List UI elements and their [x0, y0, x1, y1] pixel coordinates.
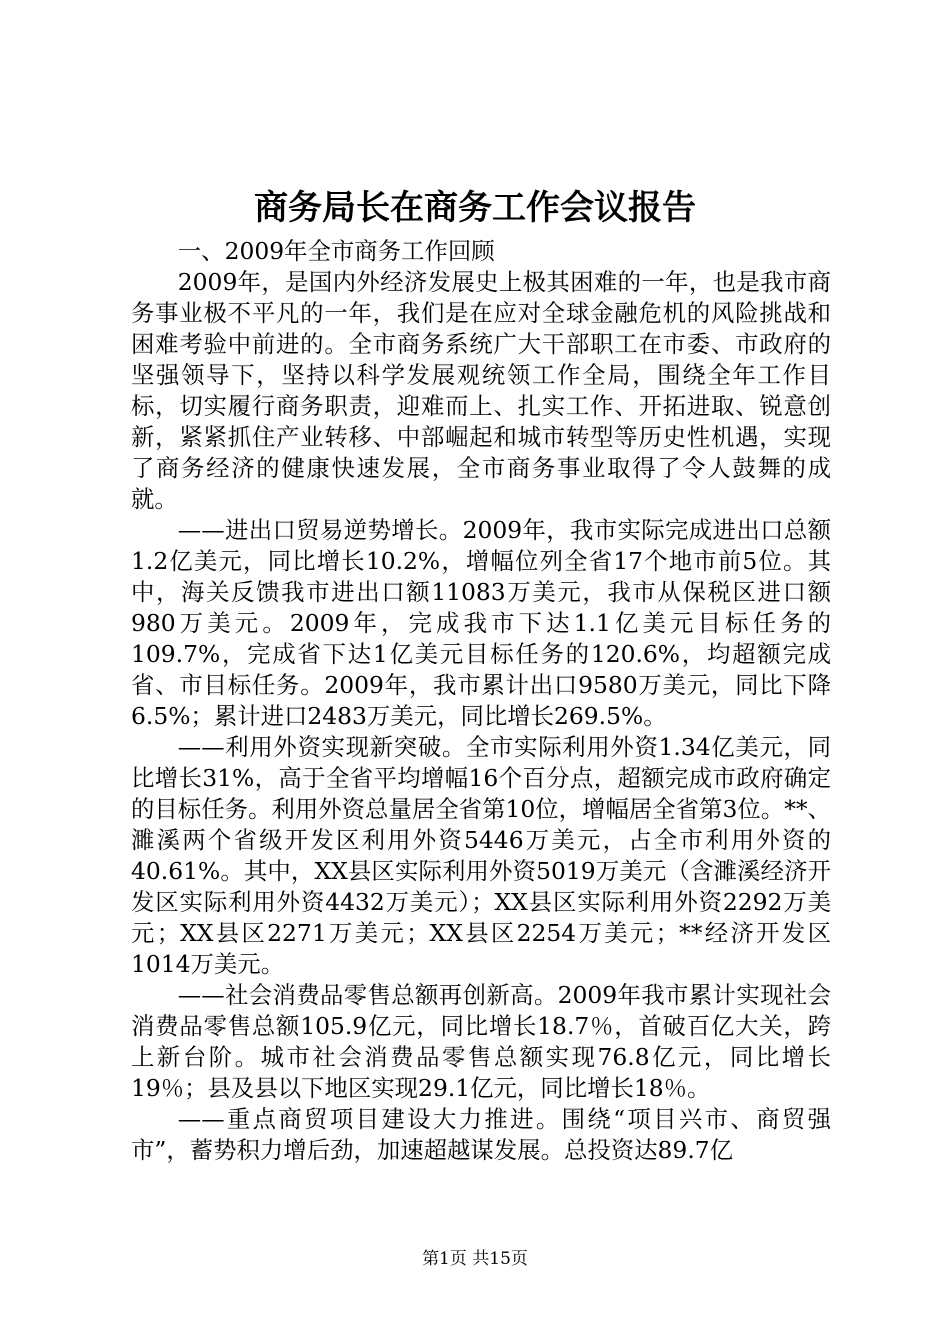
- paragraph-retail-sales: ——社会消费品零售总额再创新高。2009年我市累计实现社会消费品零售总额105.9亿元，同比增长18.7％，首破百亿大关，跨上新台阶。城市社会消费品零售总额实现76.8亿元，同比增长19％；县及县以下地区实现29.1亿元，同比增长18％。: [131, 981, 831, 1102]
- paragraph-foreign-investment: ——利用外资实现新突破。全市实际利用外资1.34亿美元，同比增长31%，高于全省平均增幅16个百分点，超额完成市政府确定的目标任务。利用外资总量居全省第10位，增幅居全省第3位。**、濉溪两个省级开发区利用外资5446万美元，占全市利用外资的40.61%。其中，XX县区实际利用外资5019万美元（含濉溪经济开发区实际利用外资4432万美元）；XX县区实际利用外资2292万美元；XX县区2271万美元；XX县区2254万美元；**经济开发区1014万美元。: [131, 733, 831, 978]
- paragraph-intro: 2009年，是国内外经济发展史上极其困难的一年，也是我市商务事业极不平凡的一年，我们是在应对全球金融危机的风险挑战和困难考验中前进的。全市商务系统广大干部职工在市委、市政府的坚强领导下，坚持以科学发展观统领工作全局，围绕全年工作目标，切实履行商务职责，迎难而上、扎实工作、开拓进取、锐意创新，紧紧抓住产业转移、中部崛起和城市转型等历史性机遇，实现了商务经济的健康快速发展，全市商务事业取得了令人鼓舞的成就。: [131, 268, 831, 513]
- section-heading: 一、2009年全市商务工作回顾: [177, 237, 495, 265]
- document-body: [131, 236, 831, 1166]
- page-number-footer: 第1页 共15页: [422, 1249, 528, 1269]
- document-title: 商务局长在商务工作会议报告: [254, 188, 696, 228]
- paragraph-projects: ——重点商贸项目建设大力推进。围绕“项目兴市、商贸强市”，蓄势积力增后劲，加速超越谋发展。总投资达89.7亿: [131, 1105, 831, 1164]
- paragraph-trade: ——进出口贸易逆势增长。2009年，我市实际完成进出口总额1.2亿美元，同比增长10.2%，增幅位列全省17个地市前5位。其中，海关反馈我市进出口额11083万美元，我市从保税区进口额980万美元。2009年，完成我市下达1.1亿美元目标任务的109.7%，完成省下达1亿美元目标任务的120.6%，均超额完成省、市目标任务。2009年，我市累计出口9580万美元，同比下降6.5%；累计进口2483万美元，同比增长269.5%。: [131, 516, 831, 730]
